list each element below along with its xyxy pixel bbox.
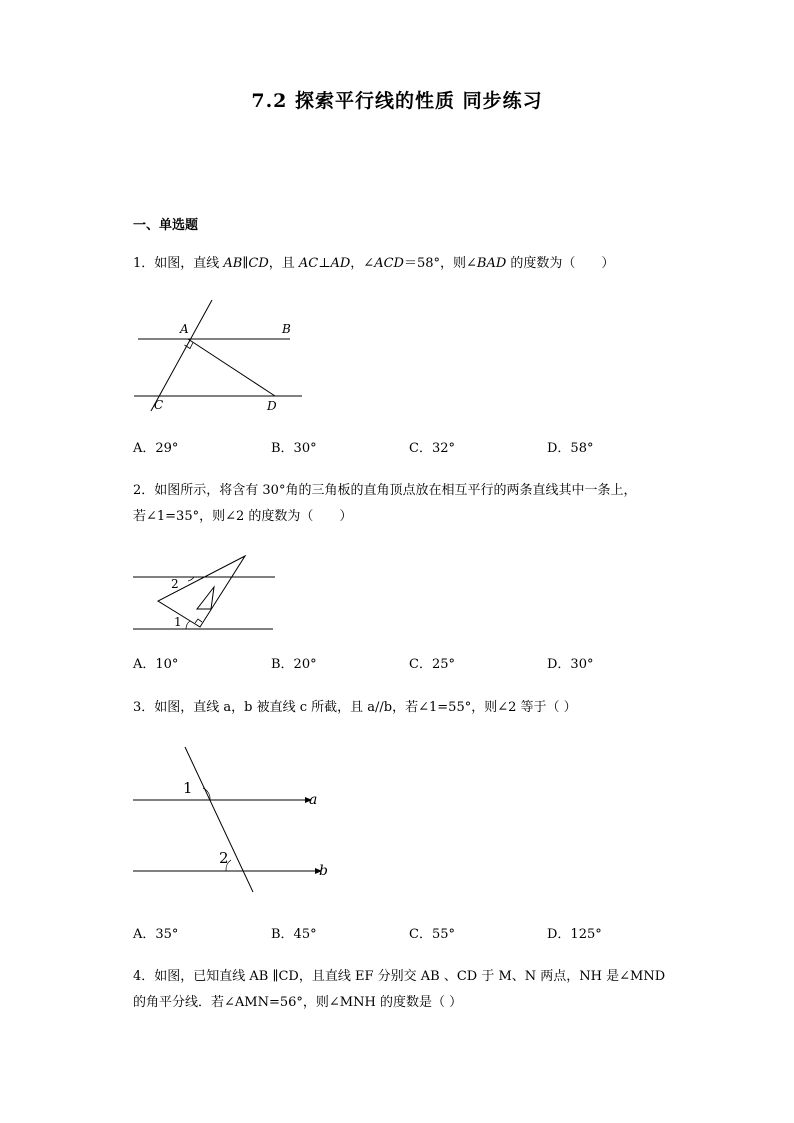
document-title: 7.2 探索平行线的性质 同步练习: [251, 90, 543, 112]
section-heading: 一、单选题: [133, 218, 199, 233]
question-3-options: [133, 923, 673, 943]
angle-2-label: 2: [219, 849, 229, 867]
option-b[interactable]: B．45°: [271, 927, 317, 942]
point-d-label: D: [267, 399, 277, 413]
point-b-label: B: [282, 322, 291, 336]
question-1-options: [133, 437, 673, 457]
option-b[interactable]: B．30°: [271, 441, 317, 456]
option-c[interactable]: C．25°: [409, 657, 455, 672]
option-b[interactable]: B．20°: [271, 657, 317, 672]
option-a[interactable]: A．35°: [133, 927, 179, 942]
question-2-text: 2．如图所示，将含有 30°角的三角板的直角顶点放在相互平行的两条直线其中一条上， 若∠1=35°，则∠2 的度数为（ ）: [133, 483, 637, 524]
question-3-figure: [130, 740, 340, 900]
angle-1-label: 1: [174, 615, 182, 629]
line-b-label: b: [319, 863, 328, 879]
option-c[interactable]: C．55°: [409, 927, 455, 942]
option-a[interactable]: A．29°: [133, 441, 179, 456]
question-2-options: [133, 653, 673, 673]
angle-2-label: 2: [171, 577, 179, 591]
option-c[interactable]: C．32°: [409, 441, 455, 456]
question-1-figure: [130, 295, 310, 420]
point-c-label: C: [154, 398, 164, 412]
question-2-figure: [130, 550, 280, 635]
line-a-label: a: [309, 792, 318, 808]
option-a[interactable]: A．10°: [133, 657, 179, 672]
option-d[interactable]: D．30°: [547, 657, 594, 672]
question-3-text: 3．如图，直线 a，b 被直线 c 所截，且 a//b，若∠1=55°，则∠2 等于（ ）: [133, 700, 577, 715]
option-d[interactable]: D．125°: [547, 927, 602, 942]
question-4-text: 4．如图，已知直线 AB ∥CD，且直线 EF 分别交 AB 、CD 于 M、N 两点，NH 是∠MND 的角平分线．若∠AMN=56°，则∠MNH 的度数是（ ）: [133, 969, 666, 1010]
point-a-label: A: [180, 322, 189, 336]
question-1-text: 1．如图，直线 AB∥CD，且 AC⊥AD，∠ACD＝58°，则∠BAD 的度数为（ ）: [133, 256, 615, 271]
option-d[interactable]: D．58°: [547, 441, 594, 456]
angle-1-label: 1: [183, 779, 193, 797]
